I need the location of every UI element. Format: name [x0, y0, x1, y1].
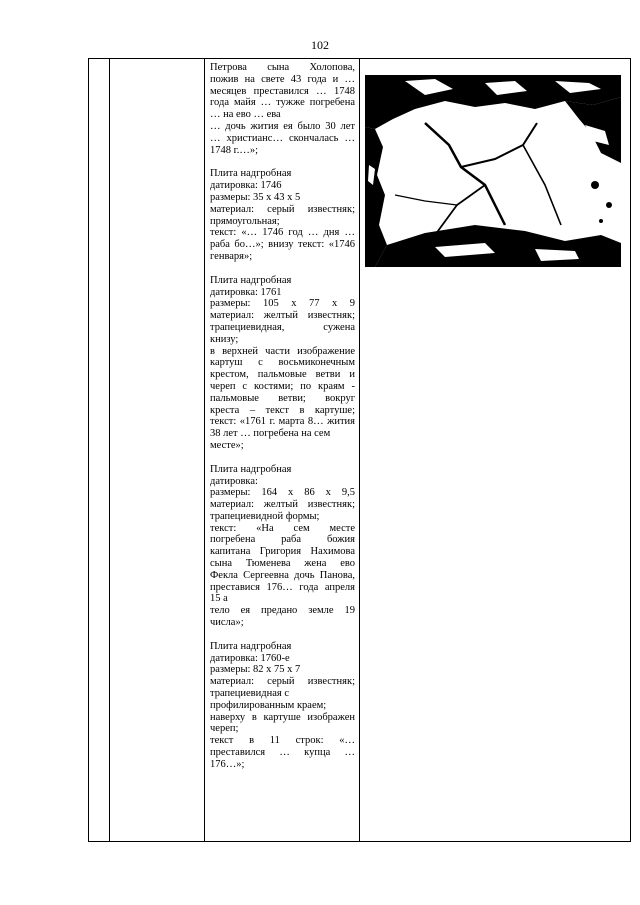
text-line: раба бо…»; внизу текст: «1746 [210, 239, 355, 251]
text-line: материал: серый известняк; [210, 676, 355, 688]
text-line: Плита надгробная [210, 463, 292, 475]
text-line: тело ея предано земле 19 [210, 605, 355, 617]
text-line: наверху в картуше изображен [210, 711, 355, 723]
text-line: креста – текст в картуше; [210, 404, 355, 416]
text-line: пожив на свете 43 года и … [210, 73, 355, 85]
text-line: материал: серый известняк; [210, 203, 355, 215]
index-cell [89, 59, 110, 842]
text-line: картуш с восьмиконечным [210, 357, 355, 369]
text-line: материал: желтый известняк; [210, 310, 355, 322]
text-line: преставился … купца … [210, 747, 355, 759]
text-line: в верхней части изображение [210, 345, 355, 357]
text-line: генваря»; [210, 250, 253, 262]
text-line: книзу; [210, 333, 239, 345]
text-line: года майя … тужже погребена [210, 97, 355, 109]
text-line: датировка: [210, 475, 258, 487]
text-line: капитана Григория Нахимова [210, 546, 355, 558]
text-line: месте»; [210, 439, 244, 451]
text-line: … христианс… скончалась … [210, 132, 355, 144]
text-line: текст: «1761 г. марта 8… жития [210, 416, 355, 428]
text-line: трапециевидной формы; [210, 510, 320, 522]
text-line: числа»; [210, 617, 244, 629]
text-line: Петрова сына Холопова, [210, 62, 355, 73]
text-line: 15 а [210, 593, 228, 605]
catalog-entry [210, 464, 355, 629]
text-line: датировка: 1761 [210, 286, 282, 298]
text-line: трапециевидная с [210, 688, 289, 700]
text-line: материал: желтый известняк; [210, 499, 355, 511]
text-line: Плита надгробная [210, 274, 292, 286]
text-line: череп с костями; по краям - [210, 380, 355, 392]
catalog-table [88, 58, 631, 842]
text-line: текст в 11 строк: «… [210, 735, 355, 747]
description-cell [205, 59, 360, 842]
text-line: размеры: 164 х 86 х 9,5 [210, 487, 355, 499]
text-line: прямоугольная; [210, 215, 280, 227]
text-line: погребена раба божия [210, 534, 355, 546]
text-line: Фекла Сергеевна дочь Панова, [210, 569, 355, 581]
catalog-entry [210, 168, 355, 262]
text-line: размеры: 105 х 77 х 9 [210, 298, 355, 310]
text-line: месяцев преставился … 1748 [210, 85, 355, 97]
text-line: размеры: 82 х 75 х 7 [210, 664, 301, 676]
entries-list [210, 168, 355, 770]
text-line: Плита надгробная [210, 168, 292, 180]
text-line: крестом, пальмовые ветви и [210, 369, 355, 381]
text-line: пальмовые ветви; вокруг [210, 392, 355, 404]
text-line: 176…»; [210, 758, 245, 770]
tombstone-photo [365, 75, 621, 267]
text-line: Плита надгробная [210, 640, 292, 652]
page-number: 102 [311, 38, 329, 52]
text-line: текст: «На сем месте [210, 522, 355, 534]
text-line: череп; [210, 723, 239, 735]
text-line: датировка: 1746 [210, 180, 282, 192]
name-cell [110, 59, 205, 842]
text-line: трапециевидная, сужена [210, 321, 355, 333]
text-line: датировка: 1760-е [210, 652, 290, 664]
catalog-entry [210, 275, 355, 452]
text-line: текст: «… 1746 год … дня … [210, 227, 355, 239]
text-line: 38 лет … погребена на сем [210, 428, 331, 440]
table-row [89, 59, 631, 842]
catalog-entry [210, 641, 355, 771]
text-line: сына Тюменева жена ево [210, 558, 355, 570]
text-line: размеры: 35 х 43 х 5 [210, 191, 301, 203]
text-line: … дочь жития ея было 30 лет [210, 120, 355, 132]
text-line: … на ево … ева [210, 109, 281, 121]
text-line: профилированным краем; [210, 699, 327, 711]
photo-cell [360, 59, 631, 842]
text-line: преставися 176… года апреля [210, 581, 355, 593]
continued-text [210, 62, 355, 156]
text-line: 1748 г.…»; [210, 144, 259, 156]
